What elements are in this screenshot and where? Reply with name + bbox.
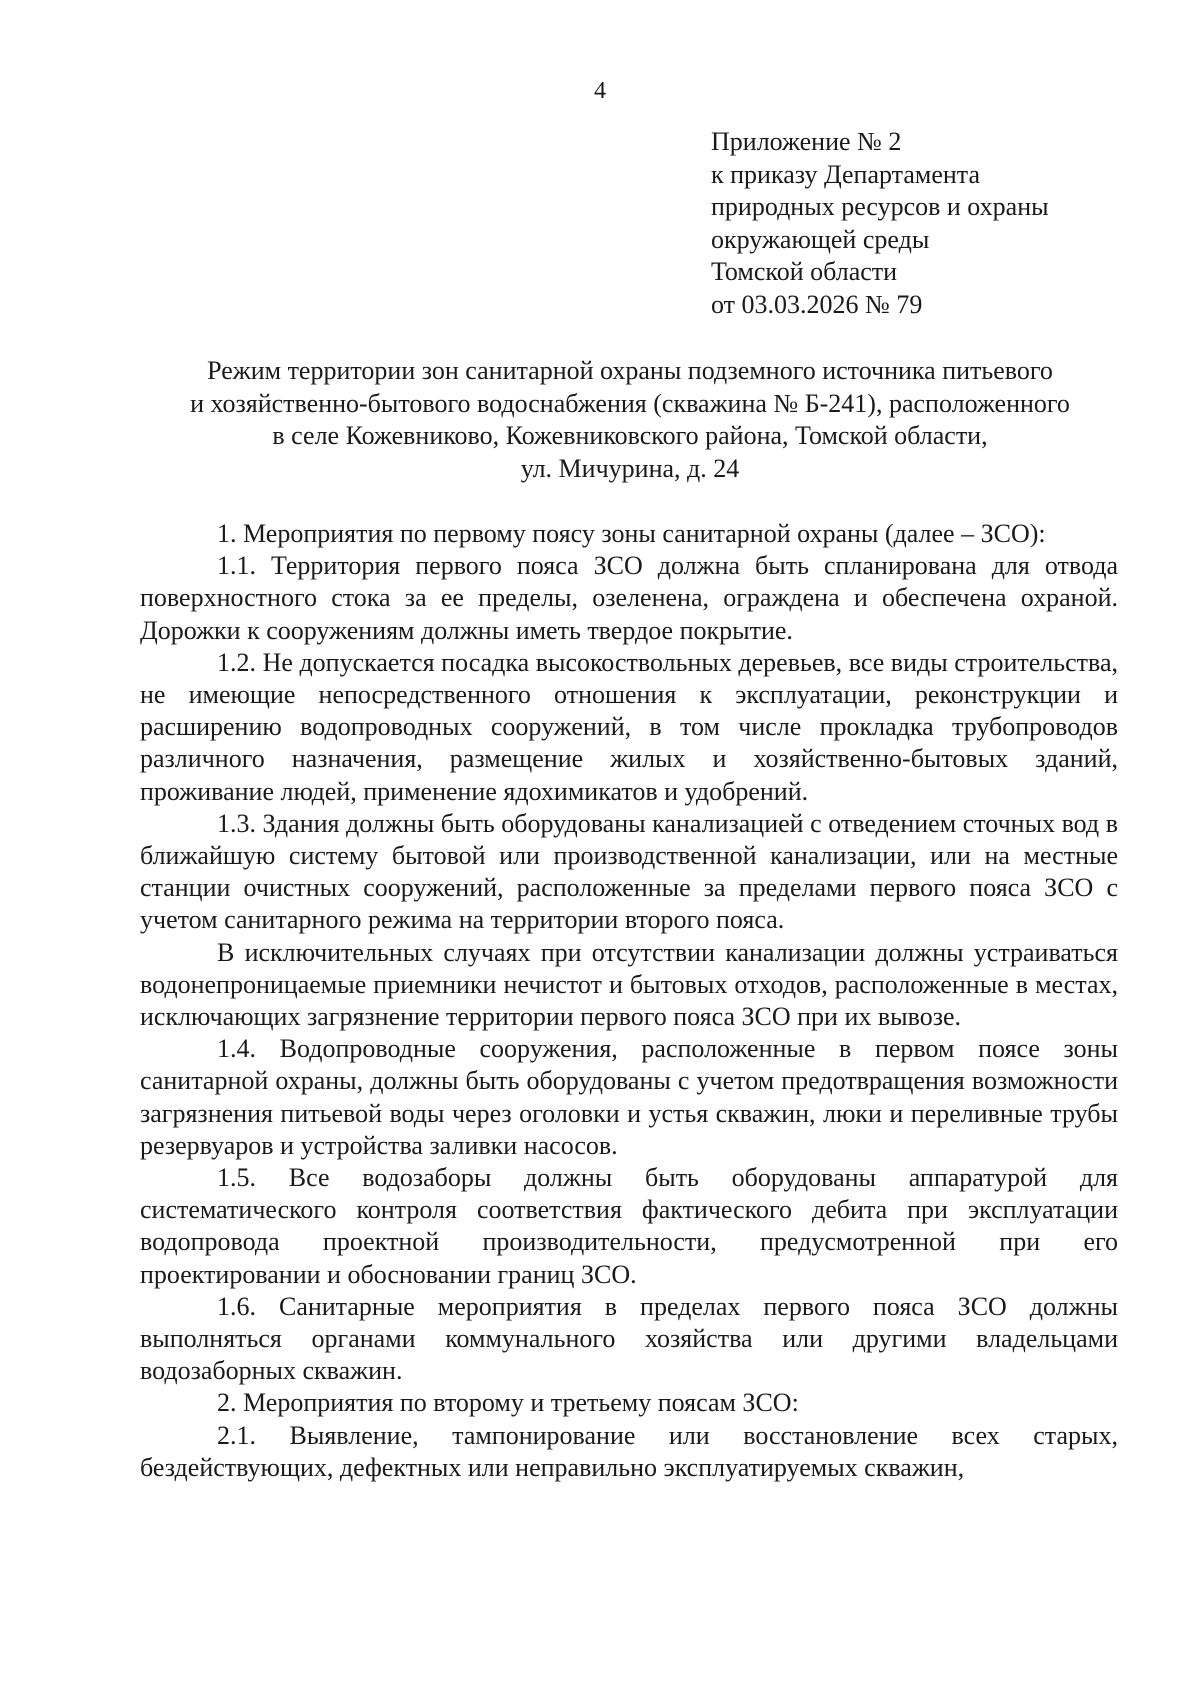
title-line: Режим территории зон санитарной охраны подземного источника питьевого [207, 356, 1053, 385]
appendix-line: окружающей среды [711, 224, 930, 254]
title-line: в селе Кожевниково, Кожевниковского района, Томской области, [272, 421, 988, 450]
appendix-line: к приказу Департамента [711, 159, 981, 189]
paragraph-1-1: 1.1. Территория первого пояса ЗСО должна быть спланирована для отвода поверхностного стока за ее пределы, озеленена, ограждена и обеспечена охраной. Дорожки к сооружениям должны иметь твердое покрытие. [140, 551, 1118, 645]
paragraph-1-2: 1.2. Не допускается посадка высокоствольных деревьев, все виды строительства, не имеющие непосредственного отношения к эксплуатации, реконструкции и расширению водопроводных сооружений, в том числе прокладка трубопроводов различного назначения, размещение жилых и хозяйственно-бытовых зданий, проживание людей, применение ядохимикатов и удобрений. [140, 647, 1118, 806]
paragraph-1-3: 1.3. Здания должны быть оборудованы канализацией с отведением сточных вод в ближайшую систему бытовой или производственной канализации, или на местные станции очистных сооружений, расположенные за пределами первого пояса ЗСО с учетом санитарного режима на территории второго пояса. [140, 808, 1118, 935]
appendix-line: Томской области [711, 257, 898, 286]
paragraph-1-4: 1.4. Водопроводные сооружения, расположенные в первом поясе зоны санитарной охраны, должны быть оборудованы с учетом предотвращения возможности загрязнения питьевой воды через оголовки и устья скважин, люки и переливные трубы резервуаров и устройства заливки насосов. [140, 1034, 1118, 1160]
appendix-line: Приложение № 2 [711, 127, 902, 156]
document-body [140, 518, 1118, 1484]
section-heading-2: 2. Мероприятия по второму и третьему поясам ЗСО: [217, 1388, 799, 1418]
paragraph-1-3-exception: В исключительных случаях при отсутствии канализации должны устраиваться водонепроницаемые приемники нечистот и бытовых отходов, расположенные в местах, исключающих загрязнение территории первого пояса ЗСО при их вывозе. [140, 937, 1118, 1032]
paragraph-1-5: 1.5. Все водозаборы должны быть оборудованы аппаратурой для систематического контроля соответствия фактического дебита при эксплуатации водопровода проектной производительности, предусмотренной при его проектировании и обосновании границ ЗСО. [140, 1163, 1118, 1289]
title-line: и хозяйственно-бытового водоснабжения (скважина № Б-241), расположенного [190, 388, 1070, 418]
section-heading-1: 1. Мероприятия по первому поясу зоны санитарной охраны (далее – ЗСО): [217, 519, 1046, 548]
paragraph-1-6: 1.6. Санитарные мероприятия в пределах первого пояса ЗСО должны выполняться органами коммунального хозяйства или другими владельцами водозаборных скважин. [140, 1291, 1118, 1386]
appendix-line: природных ресурсов и охраны [711, 192, 1049, 221]
page-number: 4 [594, 78, 606, 104]
title-line: ул. Мичурина, д. 24 [520, 453, 740, 483]
appendix-header [711, 126, 1049, 321]
document-title [140, 355, 1120, 485]
appendix-line: от 03.03.2026 № 79 [711, 289, 923, 319]
paragraph-2-1: 2.1. Выявление, тампонирование или восстановление всех старых, бездействующих, дефектных или неправильно эксплуатируемых скважин, [140, 1420, 1118, 1482]
